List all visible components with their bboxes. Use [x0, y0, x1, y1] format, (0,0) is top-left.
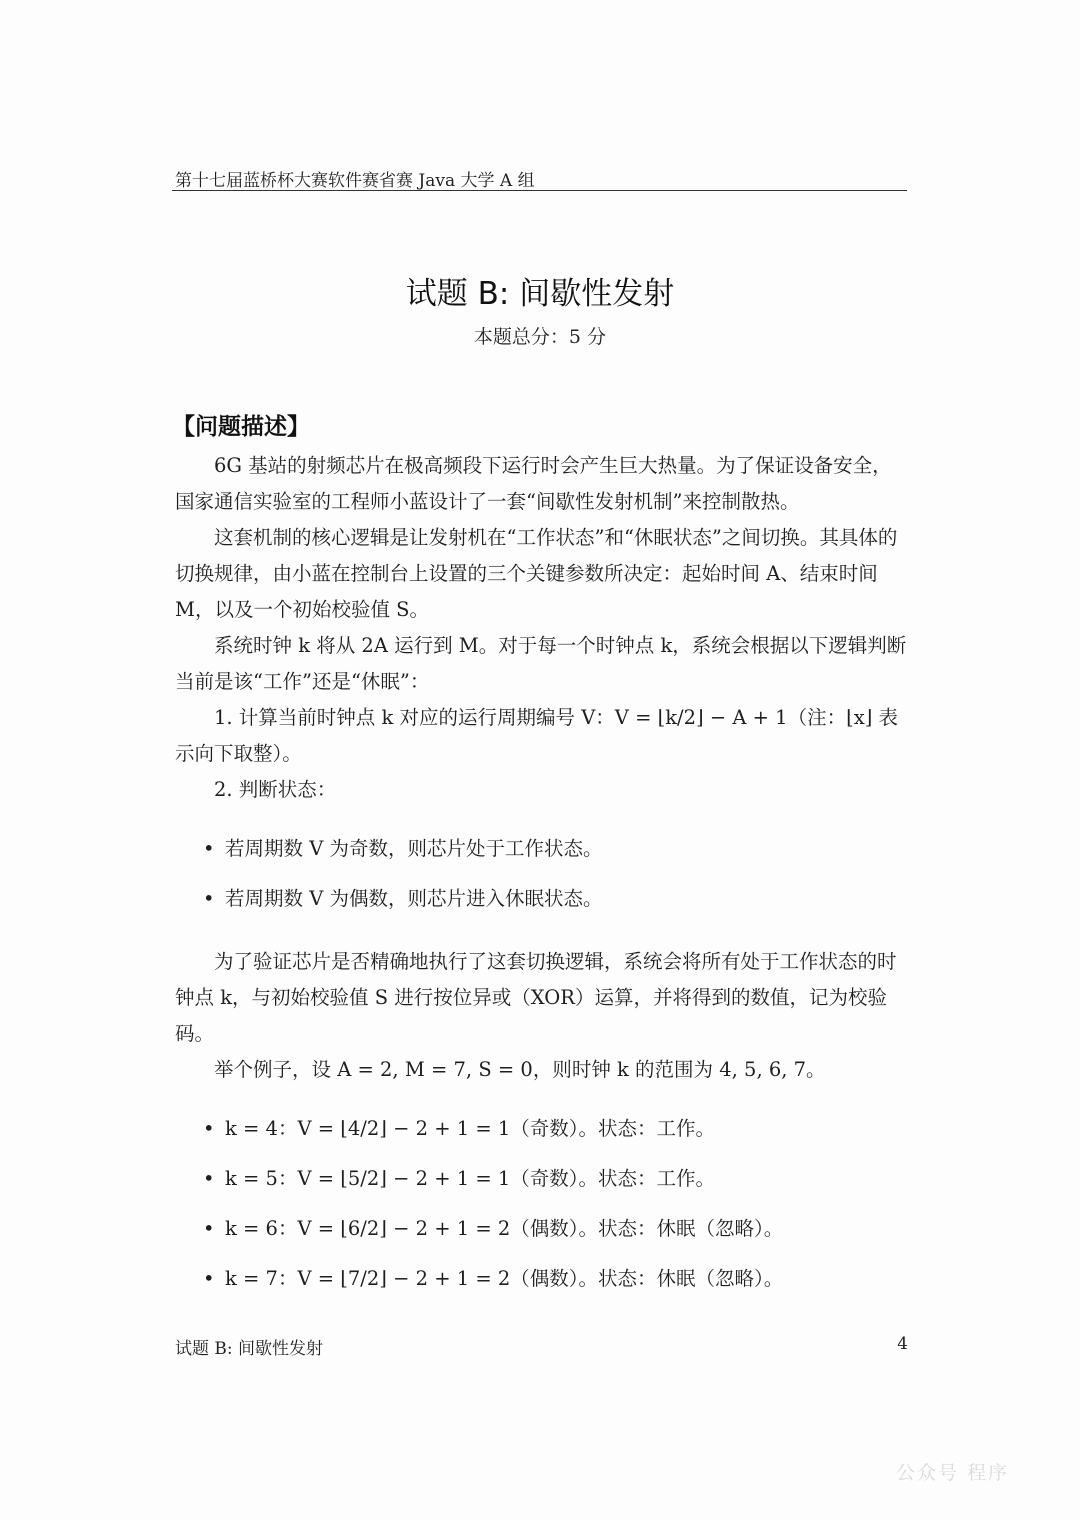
- paragraph-mechanism: 这套机制的核心逻辑是让发射机在“工作状态”和“休眠状态”之间切换。其具体的切换规律，由小蓝在控制台上设置的三个关键参数所决定：起始时间 A、结束时间 M，以及一个初始校验值 S。: [175, 526, 898, 621]
- running-header: 第十七届蓝桥杯大赛软件赛省赛 Java 大学 A 组: [175, 171, 535, 191]
- list-item: • 若周期数 V 为奇数，则芯片处于工作状态。: [175, 824, 908, 874]
- list-item: • 若周期数 V 为偶数，则芯片进入休眠状态。: [175, 874, 908, 924]
- list-item: • k = 7：V = ⌊7/2⌋ − 2 + 1 = 2（偶数）。状态：休眠（忽略）。: [175, 1254, 908, 1304]
- problem-body: [175, 448, 908, 1304]
- step-judge-state: 2. 判断状态：: [214, 778, 337, 801]
- watermark: 公众号 程序: [896, 1462, 1010, 1484]
- paragraph-example: 举个例子，设 A = 2, M = 7, S = 0，则时钟 k 的范围为 4, 5, 6, 7。: [214, 1058, 826, 1081]
- list-item: • k = 6：V = ⌊6/2⌋ − 2 + 1 = 2（偶数）。状态：休眠（忽略）。: [175, 1204, 908, 1254]
- footer-title: 试题 B: 间歇性发射: [175, 1339, 324, 1359]
- section-heading: 【问题描述】: [172, 414, 310, 440]
- step-compute-period: 1. 计算当前时钟点 k 对应的运行周期编号 V：V = ⌊k/2⌋ − A + 1（注：⌊x⌋ 表示向下取整）。: [175, 706, 898, 765]
- problem-title: 试题 B: 间歇性发射: [405, 276, 675, 312]
- list-item: • k = 4：V = ⌊4/2⌋ − 2 + 1 = 1（奇数）。状态：工作。: [175, 1104, 908, 1154]
- example-list: [175, 1104, 908, 1304]
- list-item: • k = 5：V = ⌊5/2⌋ − 2 + 1 = 1（奇数）。状态：工作。: [175, 1154, 908, 1204]
- paragraph-clock: 系统时钟 k 将从 2A 运行到 M。对于每一个时钟点 k，系统会根据以下逻辑判断当前是该“工作”还是“休眠”：: [175, 634, 907, 693]
- problem-score: 本题总分：5 分: [473, 326, 607, 348]
- state-rules-list: [175, 824, 908, 924]
- paragraph-intro: 6G 基站的射频芯片在极高频段下运行时会产生巨大热量。为了保证设备安全，国家通信实验室的工程师小蓝设计了一套“间歇性发射机制”来控制散热。: [175, 454, 892, 513]
- header-rule: [172, 190, 907, 191]
- page-number: 4: [897, 1334, 908, 1354]
- paragraph-checksum: 为了验证芯片是否精确地执行了这套切换逻辑，系统会将所有处于工作状态的时钟点 k，与初始校验值 S 进行按位异或（XOR）运算，并将得到的数值，记为校验码。: [175, 950, 897, 1045]
